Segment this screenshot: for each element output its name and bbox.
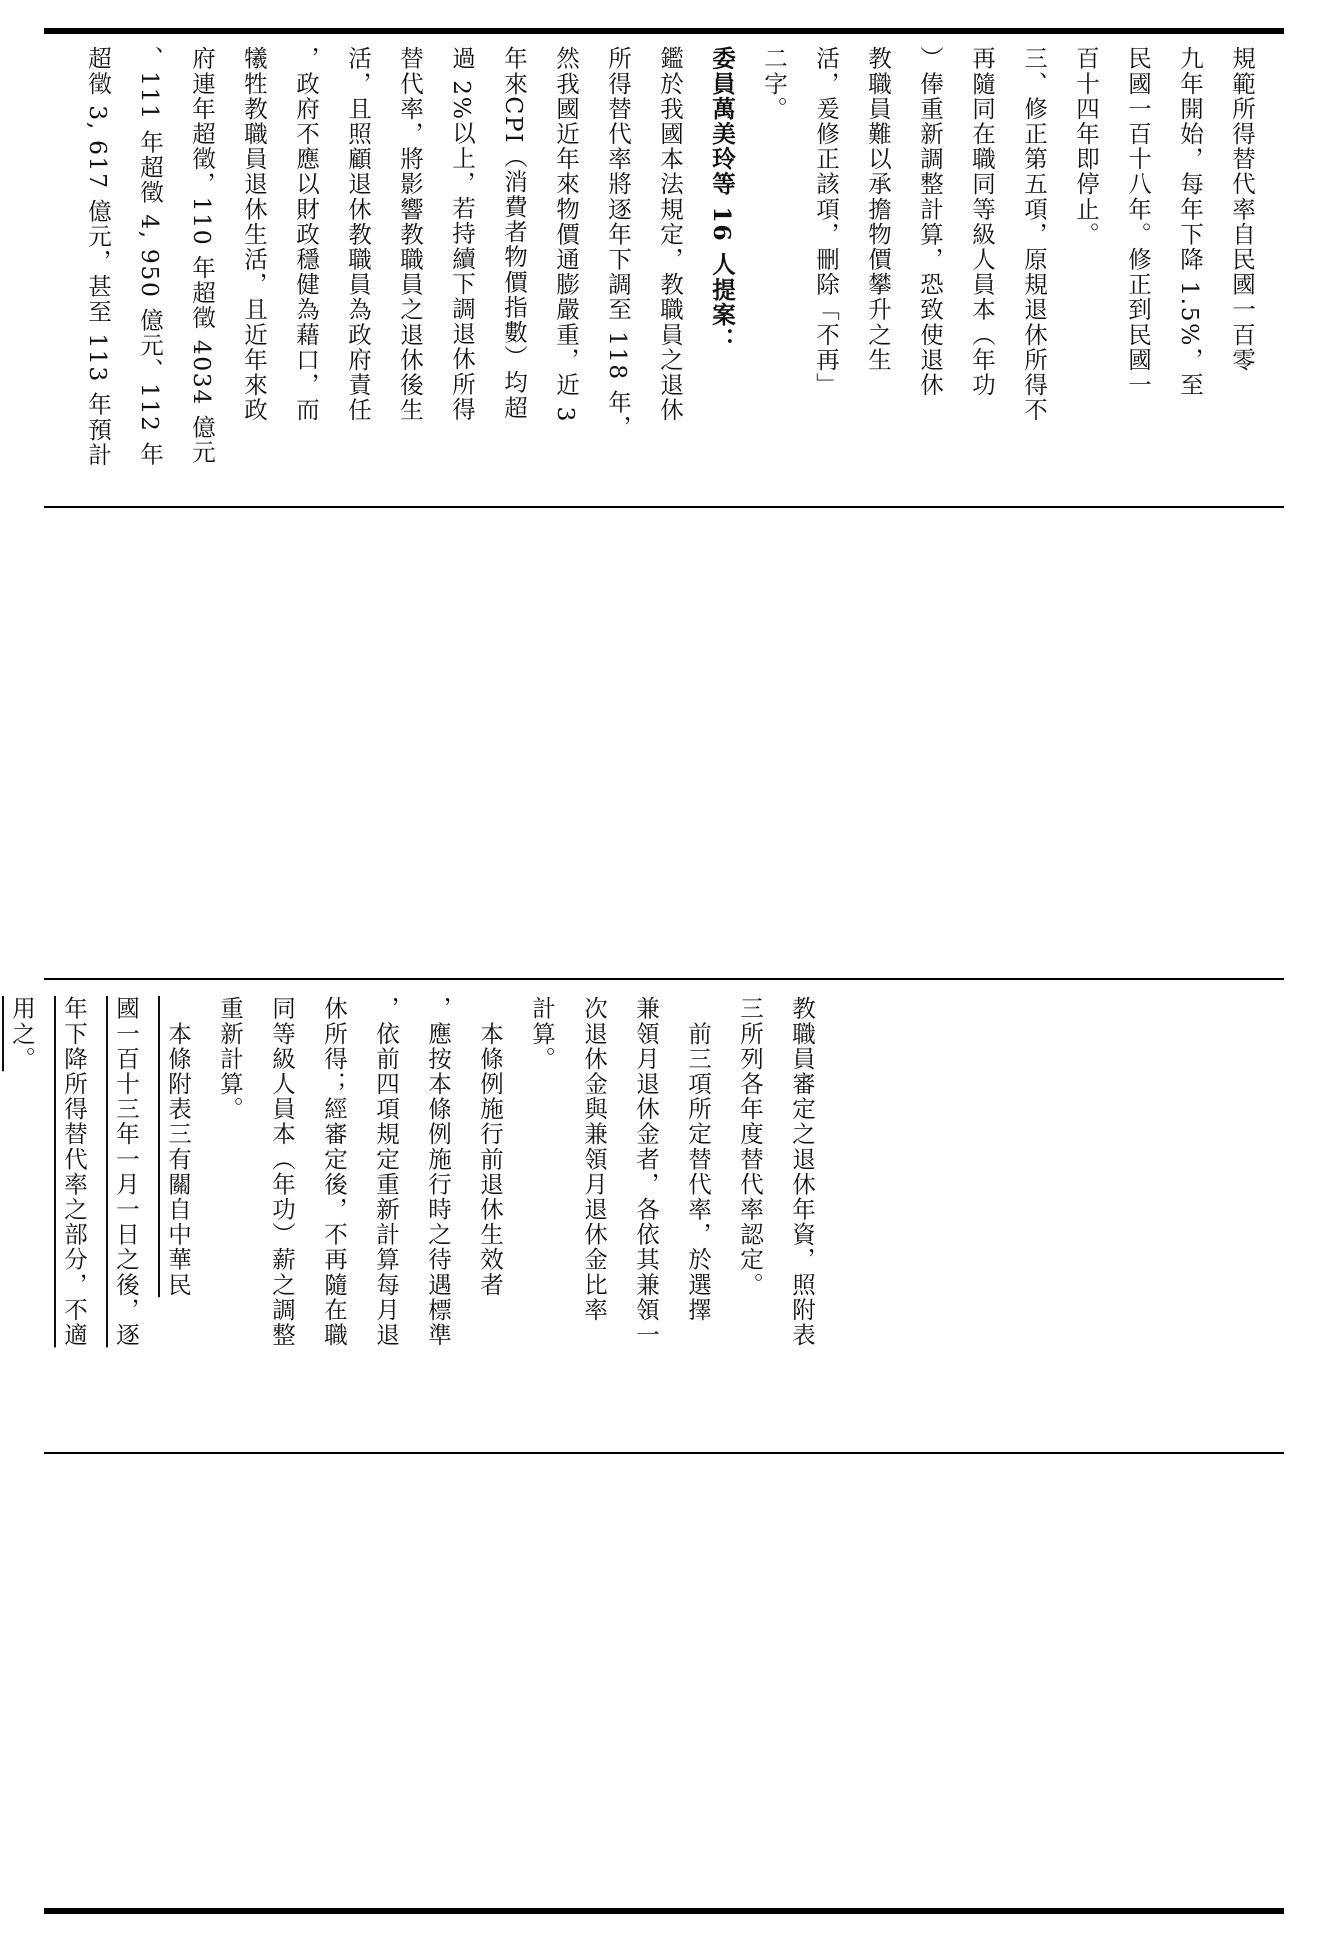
lower-columns-line: 本條例施行前退休生效者 — [476, 996, 504, 1298]
upper-columns-line: 活，爰修正該項，刪除「不再」 — [812, 46, 840, 398]
upper-columns-line: 犧牲教職員退休生活，且近年來政 — [240, 46, 268, 423]
lower-columns-line: ，應按本條例施行時之待遇標準 — [424, 996, 452, 1348]
upper-columns-line: 規範所得替代率自民國一百零 — [1228, 46, 1256, 373]
upper-columns-line: 活，且照顧退休教職員為政府責任 — [344, 46, 372, 423]
lower-columns-line: 次退休金與兼領月退休金比率 — [580, 996, 608, 1323]
lower-columns-line: 教職員審定之退休年資，照附表 — [788, 996, 816, 1348]
upper-columns-line: 年來CPI（消費者物價指數）均超 — [500, 46, 528, 421]
bottom-rule — [44, 1908, 1284, 1914]
upper-columns-line: 二字。 — [760, 46, 788, 122]
lower-columns-line: 國一百十三年一月一日之後，逐 — [112, 996, 140, 1348]
upper-columns-line: 百十四年即停止。 — [1072, 46, 1100, 247]
lower-columns-line: 本條附表三有關自中華民 — [164, 996, 192, 1298]
lower-columns-line: 兼領月退休金者，各依其兼領一 — [632, 996, 660, 1348]
lower-columns-line: 重新計算。 — [216, 996, 244, 1122]
upper-columns-line: 再隨同在職同等級人員本（年功 — [968, 46, 996, 398]
upper-columns-line: 超徵 3, 617 億元，甚至 113 年預計 — [84, 46, 112, 468]
lower-columns — [0, 996, 828, 1456]
upper-columns-line: 九年開始，每年下降 1.5%，至 — [1176, 46, 1204, 398]
upper-columns-line: 三、修正第五項，原規退休所得不 — [1020, 46, 1048, 423]
upper-columns-line: 府連年超徵，110 年超徵 4034 億元 — [188, 46, 216, 466]
lower-columns-line: 休所得；經審定後，不再隨在職 — [320, 996, 348, 1348]
lower-columns-line: 用之。 — [8, 996, 36, 1072]
upper-columns-line: ，政府不應以財政穩健為藉口，而 — [292, 46, 320, 423]
lower-columns-line: ，依前四項規定重新計算每月退 — [372, 996, 400, 1348]
upper-columns-line: 過 2%以上，若持續下調退休所得 — [448, 46, 476, 422]
upper-columns-line: 民國一百十八年。修正到民國一 — [1124, 46, 1152, 398]
lower-columns-line: 三所列各年度替代率認定。 — [736, 996, 764, 1298]
lower-columns-line: 計算。 — [528, 996, 556, 1072]
upper-columns-line: 所得替代率將逐年下調至 118 年， — [604, 46, 632, 441]
upper-columns-line: 鑑於我國本法規定，教職員之退休 — [656, 46, 684, 423]
upper-columns-line: 、111 年超徵 4, 950 億元、112 年 — [136, 46, 164, 467]
upper-columns-line: 替代率，將影響教職員之退休後生 — [396, 46, 424, 423]
lower-columns-line: 同等級人員本（年功）薪之調整 — [268, 996, 296, 1348]
upper-columns-line: ）俸重新調整計算，恐致使退休 — [916, 46, 944, 398]
upper-columns-line: 教職員難以承擔物價攀升之生 — [864, 46, 892, 373]
lower-columns-line: 前三項所定替代率，於選擇 — [684, 996, 712, 1323]
upper-columns-line: 委員萬美玲等 16 人提案： — [708, 46, 736, 353]
lower-columns-line: 年下降所得替代率之部分，不適 — [60, 996, 88, 1348]
upper-columns-line: 然我國近年來物價通膨嚴重，近 3 — [552, 46, 580, 424]
